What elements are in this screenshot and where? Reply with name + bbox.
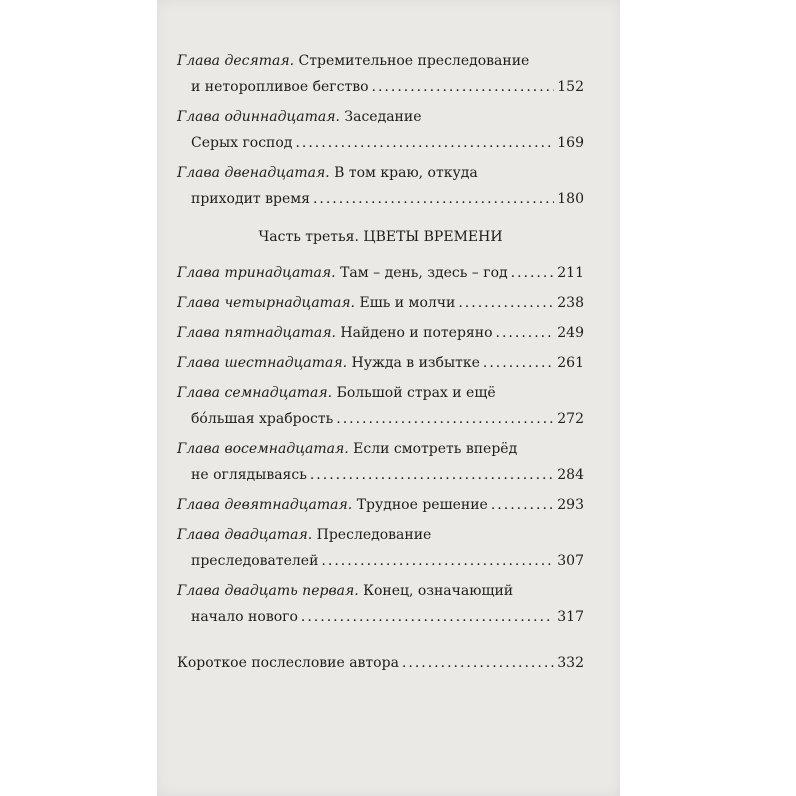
leader-dots — [496, 320, 555, 346]
chapter-title-cont: бóльшая храбрость — [191, 411, 334, 427]
page-number: 307 — [557, 553, 584, 569]
page-number: 293 — [557, 497, 584, 513]
toc-entry-chapter-21 — [177, 578, 584, 630]
chapter-title-cont: начало нового — [191, 609, 298, 625]
page-number: 152 — [557, 79, 584, 95]
leader-dots — [295, 130, 554, 156]
toc-entry-chapter-11 — [177, 104, 584, 156]
page-number: 272 — [557, 411, 584, 427]
table-of-contents — [177, 48, 584, 676]
toc-entry-chapter-15 — [177, 320, 584, 346]
leader-dots — [310, 462, 554, 488]
chapter-label: Глава четырнадцатая. — [177, 295, 356, 311]
chapter-title: Нужда в избытке — [351, 355, 480, 371]
chapter-title: В том краю, откуда — [334, 165, 478, 181]
page-number: 249 — [557, 325, 584, 341]
page-number: 317 — [557, 609, 584, 625]
page-number: 332 — [557, 655, 584, 671]
chapter-title: Большой страх и ещё — [336, 385, 496, 401]
chapter-label: Глава тринадцатая. — [177, 265, 336, 281]
page-number: 261 — [557, 355, 584, 371]
toc-entry-chapter-16 — [177, 350, 584, 376]
chapter-title: Конец, означающий — [363, 583, 514, 599]
page-number: 180 — [557, 191, 584, 207]
chapter-label: Глава двадцать первая. — [177, 583, 359, 599]
toc-entry-chapter-19 — [177, 492, 584, 518]
chapter-label: Глава двадцатая. — [177, 527, 313, 543]
leader-dots — [321, 548, 554, 574]
leader-dots — [301, 604, 554, 630]
page-number: 238 — [557, 295, 584, 311]
toc-entry-chapter-10 — [177, 48, 584, 100]
leader-dots — [458, 290, 554, 316]
chapter-title: Трудное решение — [356, 497, 488, 513]
chapter-title: Заседание — [344, 109, 422, 125]
chapter-title: Там – день, здесь – год — [340, 265, 508, 281]
toc-entry-afterword — [177, 650, 584, 676]
toc-entry-chapter-18 — [177, 436, 584, 488]
leader-dots — [491, 492, 554, 518]
chapter-label: Глава шестнадцатая. — [177, 355, 348, 371]
chapter-title-cont: преследователей — [191, 553, 319, 569]
chapter-title: Ешь и молчи — [359, 295, 456, 311]
chapter-title: Преследование — [316, 527, 432, 543]
leader-dots — [511, 260, 555, 286]
chapter-title-cont: Серых господ — [191, 135, 293, 151]
chapter-label: Глава десятая. — [177, 53, 295, 69]
toc-entry-chapter-17 — [177, 380, 584, 432]
chapter-label: Глава одиннадцатая. — [177, 109, 340, 125]
chapter-title-cont: и неторопливое бегство — [191, 79, 369, 95]
chapter-label: Глава пятнадцатая. — [177, 325, 336, 341]
leader-dots — [336, 406, 554, 432]
part-heading: Часть третья. ЦВЕТЫ ВРЕМЕНИ — [258, 229, 503, 245]
page-number: 211 — [557, 265, 584, 281]
toc-entry-chapter-14 — [177, 290, 584, 316]
chapter-title-cont: не оглядываясь — [191, 467, 307, 483]
chapter-title: Если смотреть вперёд — [353, 441, 518, 457]
leader-dots — [372, 74, 555, 100]
page-number: 169 — [557, 135, 584, 151]
afterword-title: Короткое послесловие автора — [177, 655, 399, 671]
page-number: 284 — [557, 467, 584, 483]
chapter-label: Глава двенадцатая. — [177, 165, 330, 181]
chapter-title-cont: приходит время — [191, 191, 310, 207]
toc-entry-chapter-20 — [177, 522, 584, 574]
toc-entry-chapter-13 — [177, 260, 584, 286]
chapter-label: Глава семнадцатая. — [177, 385, 333, 401]
leader-dots — [483, 350, 554, 376]
toc-entry-chapter-12 — [177, 160, 584, 212]
chapter-label: Глава восемнадцатая. — [177, 441, 349, 457]
chapter-title: Найдено и потеряно — [340, 325, 493, 341]
chapter-label: Глава девятнадцатая. — [177, 497, 353, 513]
leader-dots — [402, 650, 554, 676]
leader-dots — [313, 186, 554, 212]
chapter-title: Стремительное преследование — [298, 53, 530, 69]
